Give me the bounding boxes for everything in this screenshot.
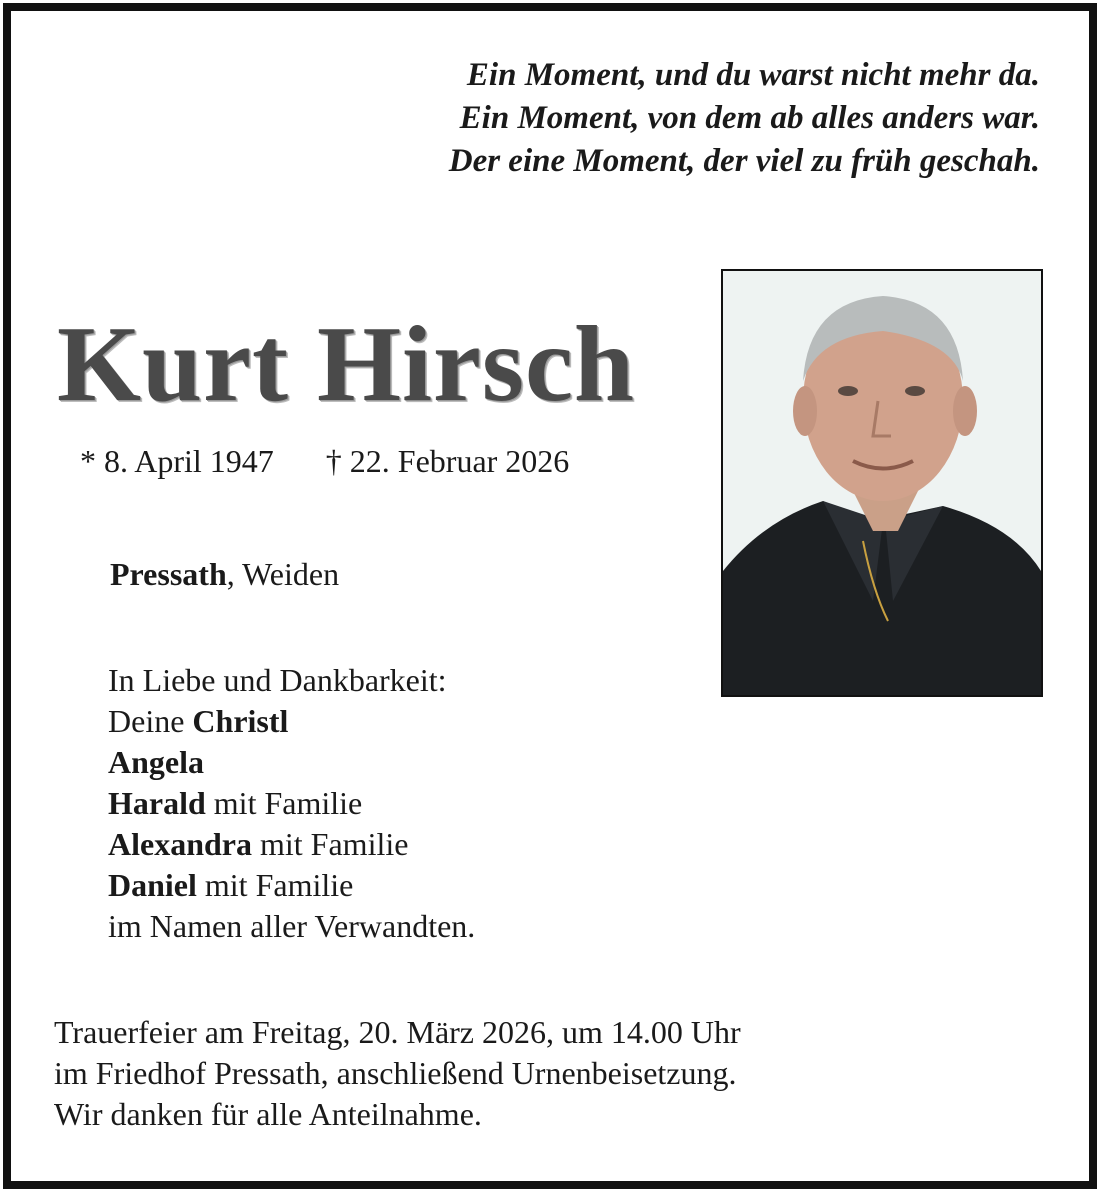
family-suffix: mit Familie xyxy=(252,826,409,862)
quote-line: Ein Moment, und du warst nicht mehr da. xyxy=(466,57,1040,93)
funeral-notice xyxy=(54,1012,741,1135)
notice-line: Wir danken für alle Anteilnahme. xyxy=(54,1096,482,1132)
family-member-name: Christl xyxy=(192,703,289,739)
notice-line: Trauerfeier am Freitag, 20. März 2026, um 14.00 Uhr xyxy=(54,1014,741,1050)
family-member xyxy=(108,701,475,742)
birth-date: * 8. April 1947 xyxy=(80,443,274,479)
family-member xyxy=(108,783,475,824)
family-member xyxy=(108,865,475,906)
residence-town: Pressath xyxy=(110,556,227,592)
portrait-photo xyxy=(721,269,1043,697)
family-list xyxy=(108,660,475,947)
family-intro: In Liebe und Dankbarkeit: xyxy=(108,662,447,698)
residence-rest: , Weiden xyxy=(226,556,340,592)
portrait-illustration xyxy=(723,271,1041,695)
family-suffix: mit Familie xyxy=(196,867,354,903)
death-date: † 22. Februar 2026 xyxy=(325,443,570,479)
family-closing: im Namen aller Verwandten. xyxy=(108,908,476,944)
notice-line: im Friedhof Pressath, anschließend Urnenbeisetzung. xyxy=(54,1055,737,1091)
deceased-name: Kurt Hirsch xyxy=(57,305,635,424)
memorial-quote xyxy=(449,54,1040,183)
family-member-name: Angela xyxy=(108,744,204,780)
family-member-name: Alexandra xyxy=(108,826,252,862)
life-dates xyxy=(80,443,569,480)
family-suffix: mit Familie xyxy=(205,785,363,821)
family-member-name: Daniel xyxy=(108,867,197,903)
family-member-name: Harald xyxy=(108,785,206,821)
family-member xyxy=(108,824,475,865)
family-member xyxy=(108,742,475,783)
residence xyxy=(110,556,339,593)
quote-line: Ein Moment, von dem ab alles anders war. xyxy=(459,100,1040,136)
family-prefix: Deine xyxy=(108,703,193,739)
quote-line: Der eine Moment, der viel zu früh geschah. xyxy=(448,143,1040,179)
